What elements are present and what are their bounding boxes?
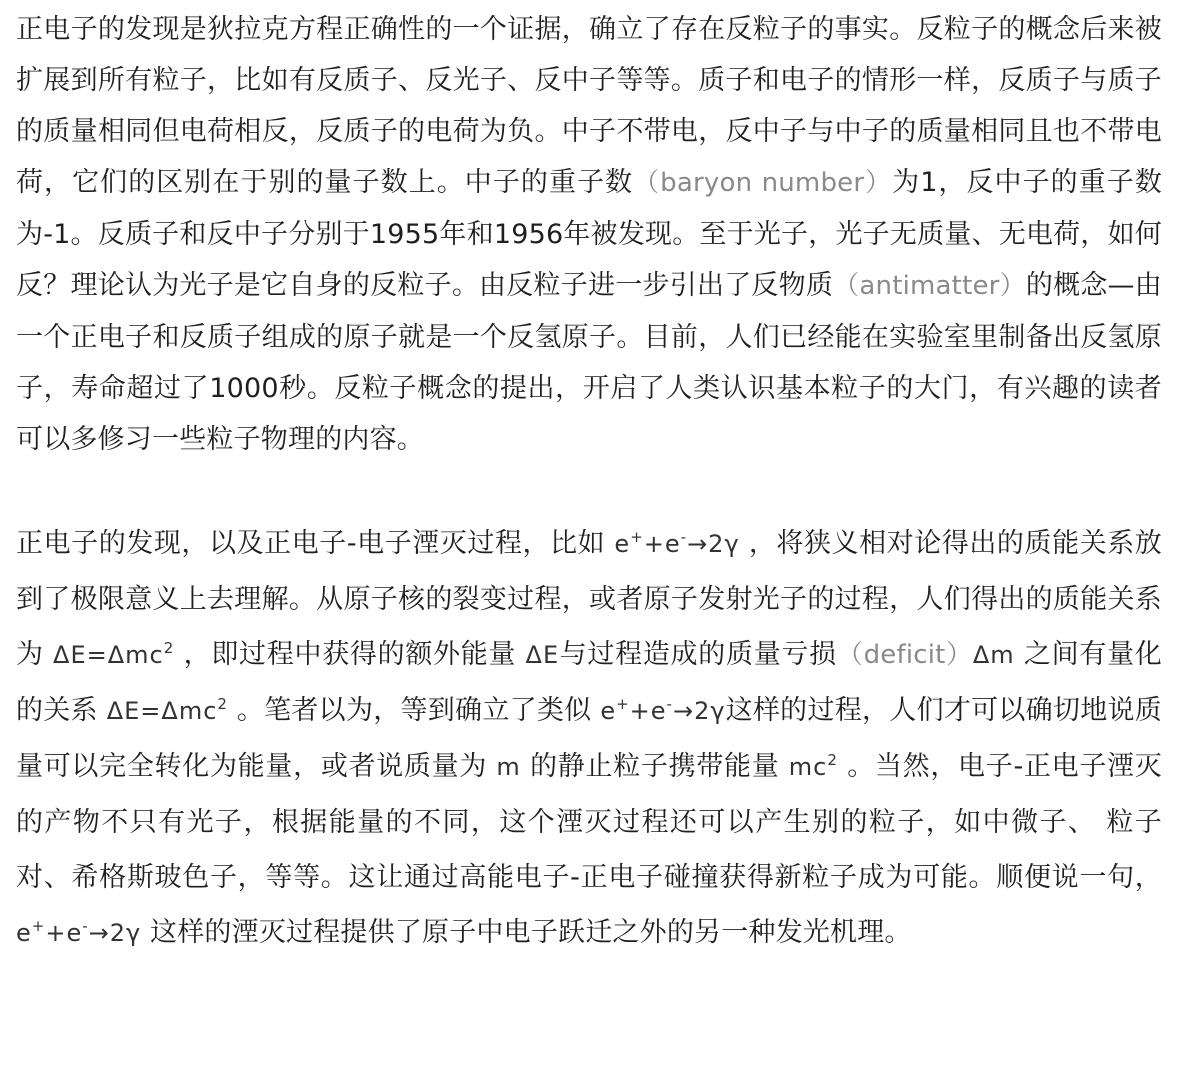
equation-annihilation bbox=[600, 697, 725, 725]
text-span: ，将狭义相对论得出的质能关系放到了极限意义上去理解。从原子核的裂变过程，或者原子发射光子的过程，人们得出的质能关系为 bbox=[16, 528, 1162, 670]
math-symbol: →2γ bbox=[687, 530, 740, 558]
paragraph-mass-energy bbox=[16, 516, 1162, 961]
text-span: 为1，反中子的重子数为-1。反质子和反中子分别于1955年和1956年被发现。至于光子，光子无质量、无电荷，如何反？理论认为光子是它自身的反粒子。由反粒子进一步引出了反物质 bbox=[16, 167, 1162, 301]
text-span: 的静止粒子携带能量 bbox=[530, 751, 780, 782]
math-symbol: mc bbox=[788, 753, 828, 781]
math-superscript: 2 bbox=[827, 751, 838, 769]
math-superscript: - bbox=[82, 917, 89, 935]
equation-delta-e: ΔE bbox=[525, 641, 560, 669]
math-symbol: e bbox=[600, 697, 617, 725]
text-span: 这样的湮灭过程提供了原子中电子跃迁之外的另一种发光机理。 bbox=[150, 917, 912, 948]
math-superscript: + bbox=[31, 917, 46, 935]
math-symbol: ΔE=Δmc bbox=[53, 641, 164, 669]
equation-mc2 bbox=[789, 753, 838, 781]
equation-mass-energy bbox=[53, 641, 174, 669]
math-symbol: e bbox=[16, 919, 32, 947]
equation-mass-energy bbox=[107, 697, 228, 725]
math-symbol: →2γ bbox=[672, 697, 726, 725]
math-symbol: ΔE=Δmc bbox=[106, 697, 218, 725]
text-span: 这样的过程，人们才可以确切地说质量可以完全转化为能量，或者说质量为 bbox=[16, 695, 1162, 782]
math-superscript: 2 bbox=[217, 695, 228, 713]
equation-m: m bbox=[496, 753, 521, 781]
math-symbol: e bbox=[614, 530, 631, 558]
math-superscript: + bbox=[616, 695, 630, 713]
text-span: 正电子的发现是狄拉克方程正确性的一个证据，确立了存在反粒子的事实。反粒子的概念后来被扩展到所有粒子，比如有反质子、反光子、反中子等等。质子和电子的情形一样，反质子与质子的质量相同但电荷相反，反质子的电荷为负。中子不带电，反中子与中子的质量相同且也不带电荷，它们的区别在于别的量子数上。中子的重子数 bbox=[16, 14, 1162, 198]
equation-delta-m: Δm bbox=[972, 641, 1015, 669]
math-symbol: +e bbox=[643, 530, 681, 558]
text-span: 。当然，电子-正电子湮灭的产物不只有光子，根据能量的不同，这个湮灭过程还可以产生别的粒子，如中微子、 粒子对、希格斯玻色子，等等。这让通过高能电子-正电子碰撞获得新粒子成为可能。顺便说一句， bbox=[16, 751, 1162, 893]
math-superscript: - bbox=[666, 695, 673, 713]
text-span: 正电子的发现，以及正电子-电子湮灭过程，比如 bbox=[16, 528, 606, 559]
text-span: 的概念—由一个正电子和反质子组成的原子就是一个反氢原子。目前，人们已经能在实验室里制备出反氢原子，寿命超过了1000秒。反粒子概念的提出，开启了人类认识基本粒子的大门，有兴趣的读者可以多修习一些粒子物理的内容。 bbox=[16, 270, 1162, 455]
math-symbol: +e bbox=[45, 919, 83, 947]
term-deficit: （deficit） bbox=[836, 640, 973, 670]
text-span: 之间有量化的关系 bbox=[16, 639, 1163, 726]
equation-annihilation bbox=[16, 919, 141, 947]
math-symbol: →2γ bbox=[88, 919, 142, 947]
math-superscript: - bbox=[680, 528, 688, 546]
math-symbol: +e bbox=[629, 697, 667, 725]
text-span: 与过程造成的质量亏损 bbox=[559, 639, 837, 670]
math-superscript: + bbox=[630, 528, 644, 546]
term-antimatter: （antimatter） bbox=[833, 271, 1026, 301]
text-span: 。笔者以为，等到确立了类似 bbox=[236, 695, 592, 726]
text-span: ，即过程中获得的额外能量 bbox=[183, 639, 517, 670]
paragraph-antiparticles bbox=[16, 4, 1162, 465]
equation-annihilation bbox=[614, 530, 739, 558]
term-baryon-number: （baryon number） bbox=[633, 168, 893, 198]
math-superscript: 2 bbox=[163, 639, 175, 657]
